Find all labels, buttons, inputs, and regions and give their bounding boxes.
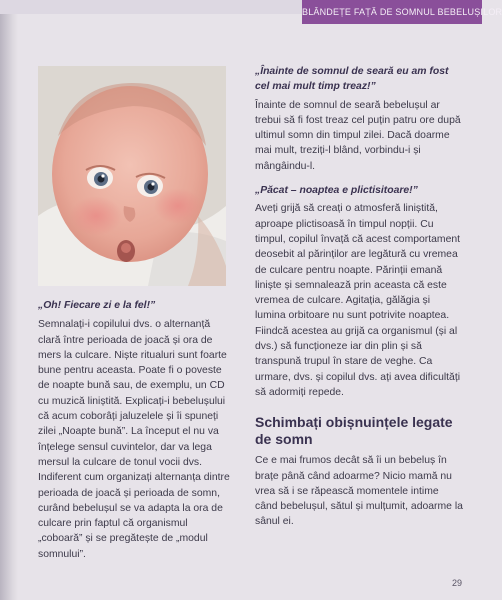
section-title: Schimbați obișnuințele legate de somn bbox=[255, 414, 453, 447]
right-body-2: Aveți grijă să creați o atmosferă liniștită, aproape plictisoasă în timpul nopții. Cu timpul, copilul învață că acest comportament deosebit al părinților are legătură cu vremea de culcare pentru noapte. Părinții emană liniște și semnalează prin aceasta că este vremea de culcare. Agitația, gălăgia și lumina orbitoare nu sunt potrivite noaptea. Fiindcă acestea au grijă ca organismul (și al dvs.) să funcționeze iar din plin și să transpună trupul în stare de veghe. Ca urmare, dvs. și copilul dvs. ați avea dificultăți să adormiți repede. bbox=[255, 203, 461, 398]
running-header: BLÂNDEȚE FAȚĂ DE SOMNUL BEBELUȘILOR bbox=[302, 0, 482, 24]
page-number: 29 bbox=[451, 578, 462, 588]
baby-photo-illustration bbox=[38, 66, 226, 286]
right-column bbox=[255, 64, 463, 530]
right-heading-2: „Păcat – noaptea e plictisitoare!” bbox=[255, 185, 418, 197]
baby-photo bbox=[38, 66, 226, 286]
right-heading-1: „Înainte de somnul de seară eu am fost cel mai mult timp treaz!” bbox=[255, 66, 449, 93]
right-body-3: Ce e mai frumos decât să îi un bebeluș în brațe până când adoarme? Nicio mamă nu vrea să i se răpească momentele intime când bebelușul, sătul și mulțumit, adoarme la sânul ei. bbox=[255, 455, 463, 528]
right-body-1: Înainte de somnul de seară bebelușul ar trebui să fi fost treaz cel puțin patru ore după ultimul somn din timpul zilei. Dacă doarme mai mult, treziți-l blând, vorbindu-i și mângâindu-l. bbox=[255, 99, 461, 172]
left-body: Semnalați-i copilului dvs. o alternanță clară între perioada de joacă și ora de mers la culcare. Niște ritualuri sunt foarte bune pentru aceasta. Poate fi o poveste de noapte bună sau, de exemplu, un CD cu muzică liniștită. Explicați-i bebelușului că acum coborâți jaluzelele și îi spuneți zilei „Noapte bună”. La început el nu va înțelege sensul cuvintelor, dar va lega mersul la culcare de tonul vocii dvs. Indiferent cum organizați alternanța dintre perioada de joacă și perioada de somn, curând bebelușul se va adapta la ora de culcare prin faptul că organismul „coboară” și se pregătește de „modul somnului”. bbox=[38, 319, 230, 560]
left-column bbox=[38, 298, 234, 562]
page-spine-shadow bbox=[0, 0, 18, 600]
left-heading: „Oh! Fiecare zi e la fel!” bbox=[38, 300, 156, 311]
